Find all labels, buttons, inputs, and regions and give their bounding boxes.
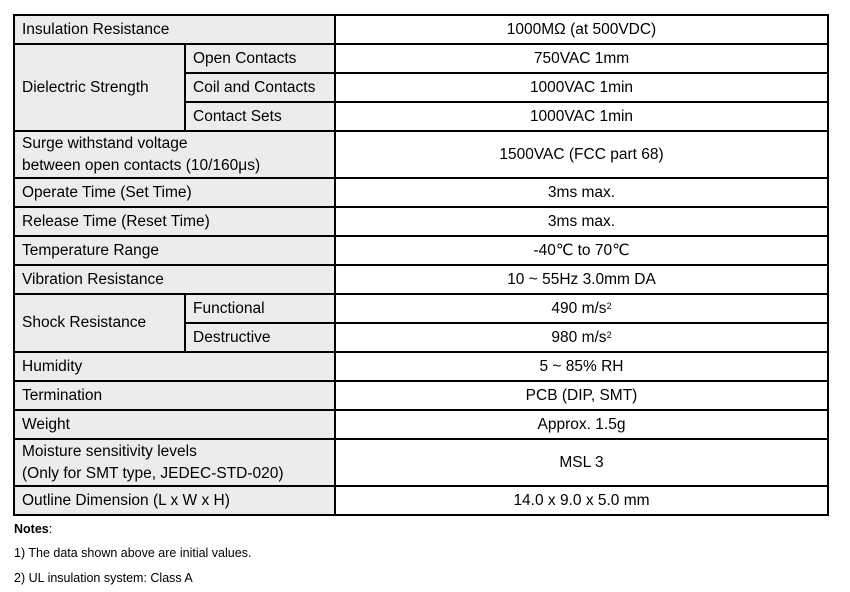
row-sublabel: Destructive xyxy=(185,323,335,352)
row-label-line: Surge withstand voltage xyxy=(22,134,188,152)
table-row xyxy=(14,207,828,236)
row-label: Operate Time (Set Time) xyxy=(14,178,335,207)
notes-title: Notes xyxy=(14,522,49,536)
notes-heading xyxy=(14,522,52,536)
row-label: Release Time (Reset Time) xyxy=(14,207,335,236)
row-sublabel: Coil and Contacts xyxy=(185,73,335,102)
row-value: Approx. 1.5g xyxy=(335,410,828,439)
table-row xyxy=(14,486,828,515)
row-label: Outline Dimension (L x W x H) xyxy=(14,486,335,515)
row-label: Humidity xyxy=(14,352,335,381)
row-label-line: between open contacts (10/160μs) xyxy=(22,156,261,174)
row-value: 14.0 x 9.0 x 5.0 mm xyxy=(335,486,828,515)
value-text: 490 m/s xyxy=(551,299,607,317)
superscript: 2 xyxy=(606,300,612,311)
row-value: 1000VAC 1min xyxy=(335,102,828,131)
note-item: 2) UL insulation system: Class A xyxy=(14,571,193,585)
table-row xyxy=(14,410,828,439)
table-row xyxy=(14,236,828,265)
row-label: Termination xyxy=(14,381,335,410)
table-row xyxy=(14,265,828,294)
row-label: Insulation Resistance xyxy=(14,15,335,44)
row-label-line: (Only for SMT type, JEDEC-STD-020) xyxy=(22,464,284,482)
row-value: 5 ~ 85% RH xyxy=(335,352,828,381)
row-value xyxy=(335,323,828,352)
table-row xyxy=(14,44,828,73)
specification-table xyxy=(13,14,829,516)
table-row xyxy=(14,178,828,207)
row-label: Shock Resistance xyxy=(14,294,185,352)
row-label-line: Moisture sensitivity levels xyxy=(22,442,197,460)
row-sublabel: Open Contacts xyxy=(185,44,335,73)
row-label xyxy=(14,131,335,178)
row-label: Weight xyxy=(14,410,335,439)
row-value: 3ms max. xyxy=(335,178,828,207)
row-value: 1000VAC 1min xyxy=(335,73,828,102)
row-value: 10 ~ 55Hz 3.0mm DA xyxy=(335,265,828,294)
row-label: Dielectric Strength xyxy=(14,44,185,131)
table-row xyxy=(14,352,828,381)
table-row xyxy=(14,439,828,486)
superscript: 2 xyxy=(606,329,612,340)
row-value: -40℃ to 70℃ xyxy=(335,236,828,265)
row-value: 3ms max. xyxy=(335,207,828,236)
row-label: Temperature Range xyxy=(14,236,335,265)
table-row xyxy=(14,381,828,410)
table-row xyxy=(14,131,828,178)
note-item: 1) The data shown above are initial values. xyxy=(14,546,252,560)
table-row xyxy=(14,15,828,44)
row-value: 1500VAC (FCC part 68) xyxy=(335,131,828,178)
row-label xyxy=(14,439,335,486)
row-sublabel: Contact Sets xyxy=(185,102,335,131)
value-text: 980 m/s xyxy=(551,328,607,346)
row-value xyxy=(335,294,828,323)
row-value: PCB (DIP, SMT) xyxy=(335,381,828,410)
table-row xyxy=(14,294,828,323)
notes-colon: : xyxy=(48,522,53,536)
row-value: 750VAC 1mm xyxy=(335,44,828,73)
row-value: MSL 3 xyxy=(335,439,828,486)
row-label: Vibration Resistance xyxy=(14,265,335,294)
row-sublabel: Functional xyxy=(185,294,335,323)
row-value: 1000MΩ (at 500VDC) xyxy=(335,15,828,44)
